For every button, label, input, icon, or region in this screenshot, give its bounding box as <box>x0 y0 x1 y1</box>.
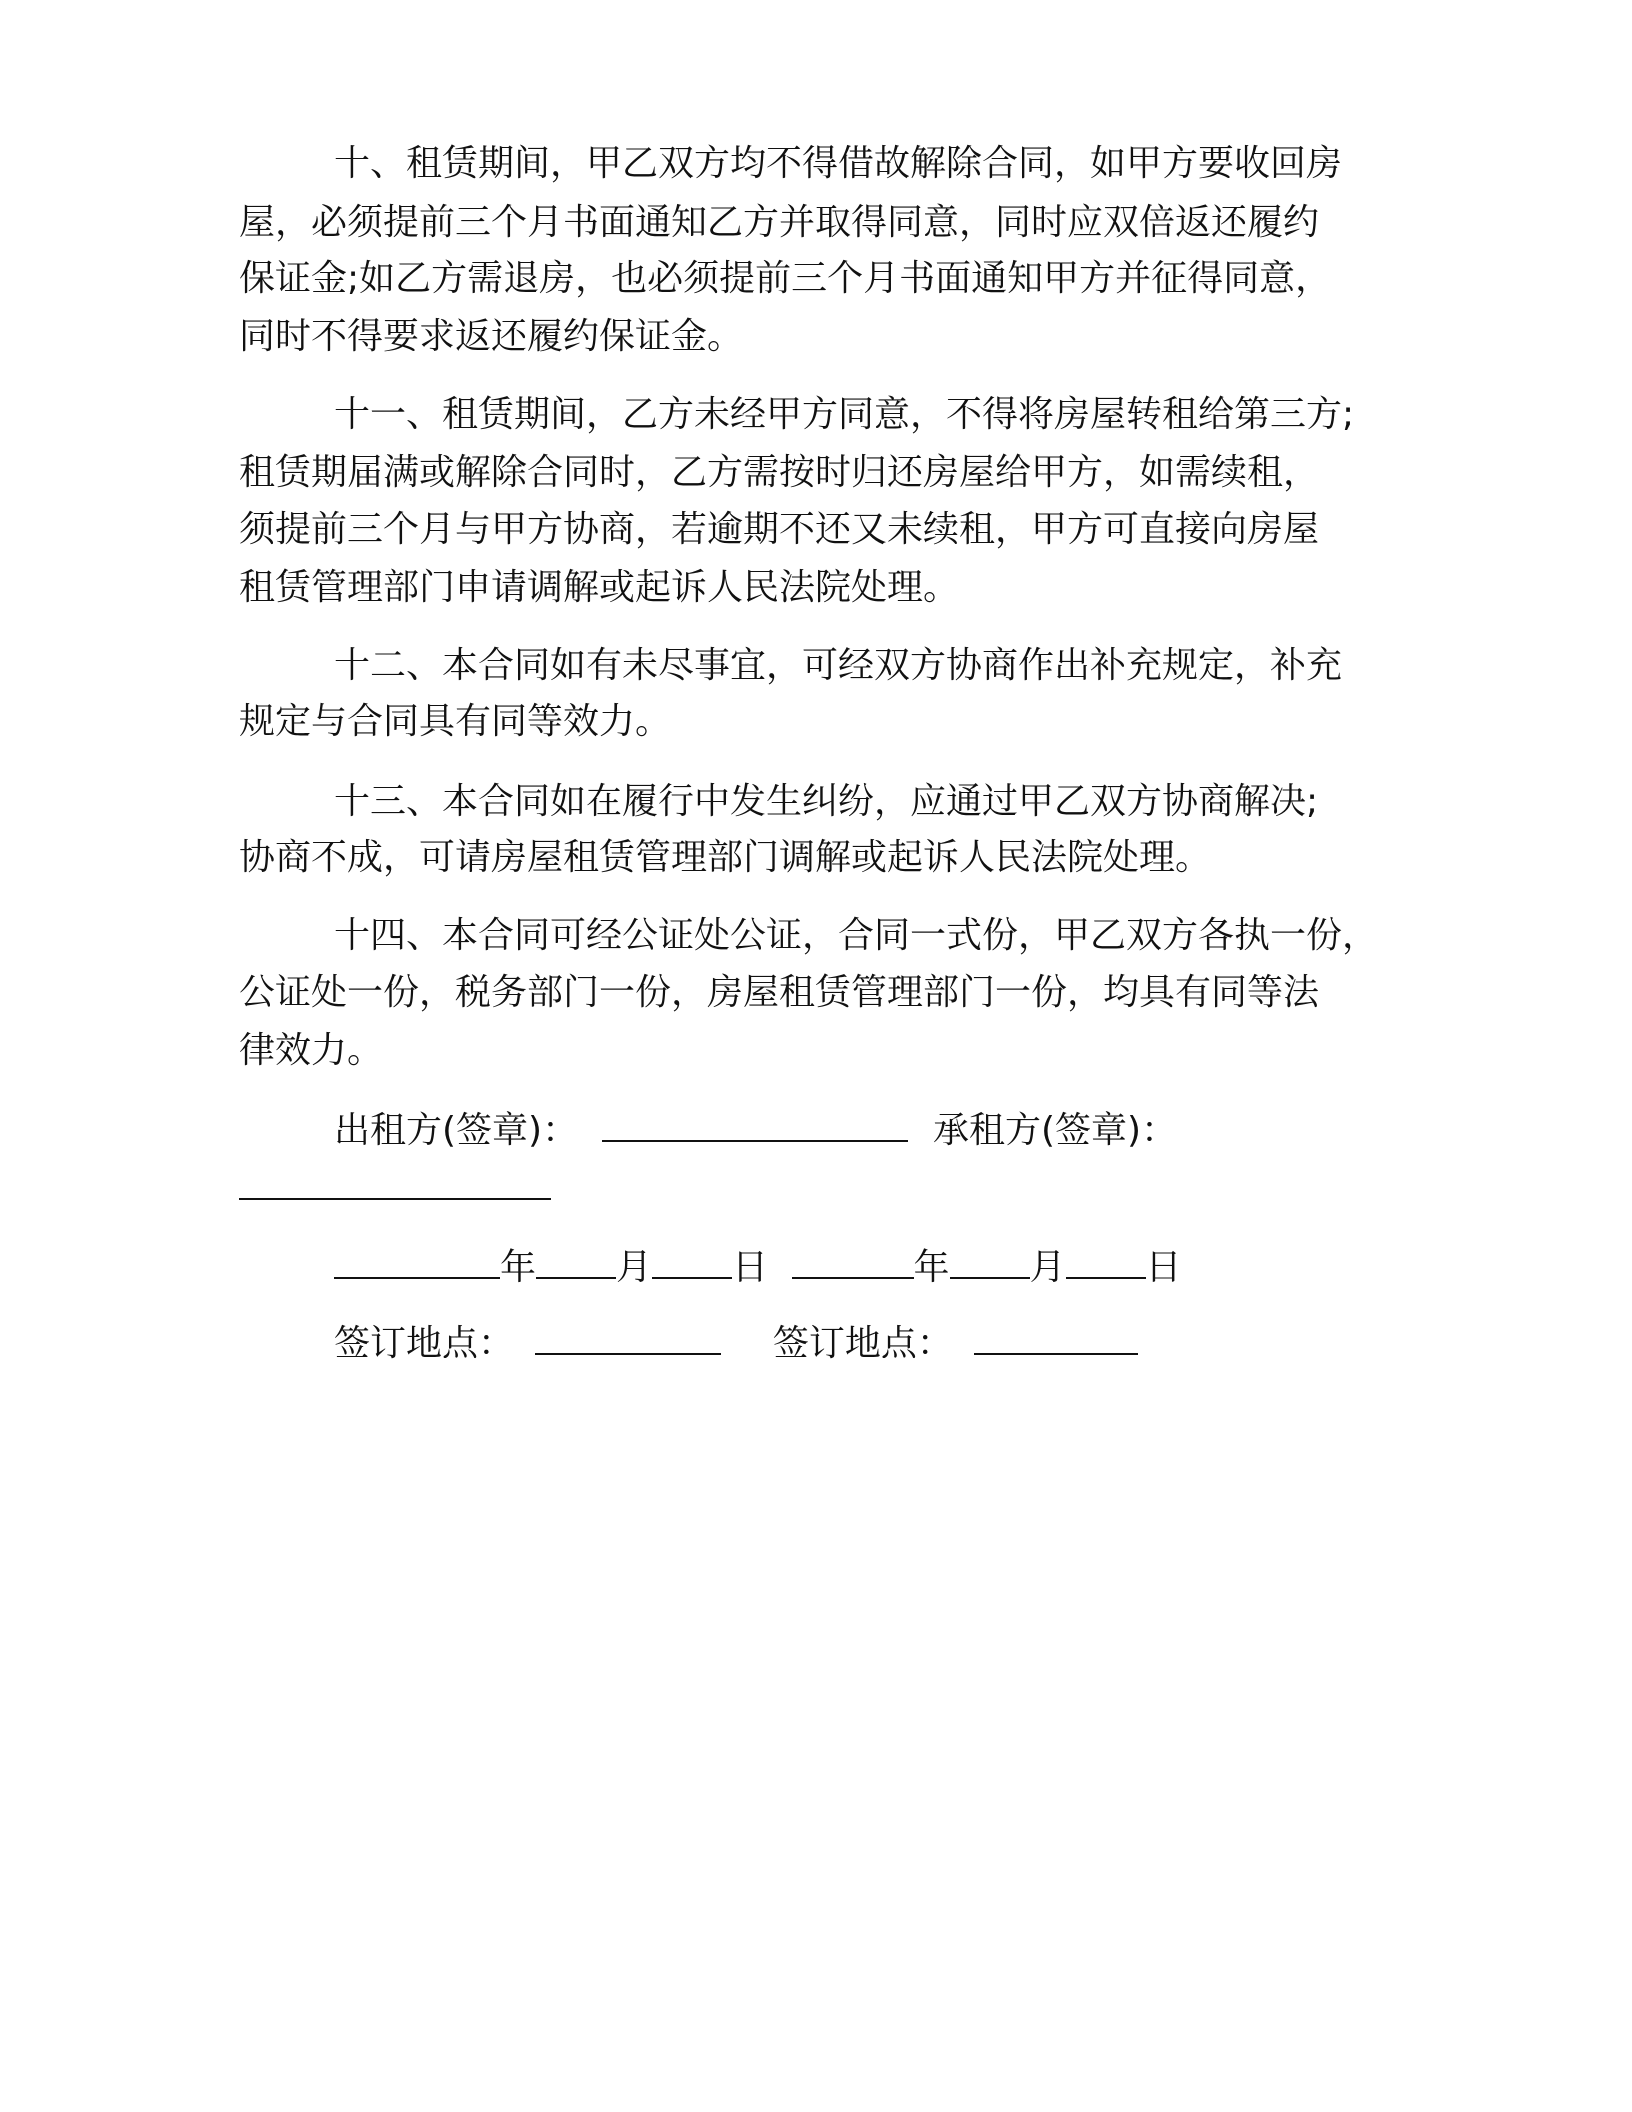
lessor-signature-label: 出租方(签章)： <box>334 1110 579 1151</box>
place-row <box>334 1319 1138 1366</box>
clause-11-line-1: 十一、租赁期间，乙方未经甲方同意，不得将房屋转租给第三方; <box>334 394 1355 435</box>
clause-14-line-2: 公证处一份，税务部门一份，房屋租赁管理部门一份，均具有同等法 <box>239 972 1320 1013</box>
lessee-day-blank[interactable] <box>1066 1243 1146 1279</box>
lessor-month-label: 月 <box>616 1247 653 1288</box>
lessor-day-label: 日 <box>732 1247 769 1288</box>
clause-13-line-2: 协商不成，可请房屋租赁管理部门调解或起诉人民法院处理。 <box>239 837 1212 878</box>
clause-10-line-4: 同时不得要求返还履约保证金。 <box>239 316 744 357</box>
clause-10-line-1: 十、租赁期间，甲乙双方均不得借故解除合同，如甲方要收回房 <box>334 143 1343 184</box>
clause-12-line-1: 十二、本合同如有未尽事宜，可经双方协商作出补充规定，补充 <box>334 645 1343 686</box>
lessor-place-label: 签订地点： <box>334 1323 515 1364</box>
lessee-signature-blank[interactable] <box>239 1164 551 1200</box>
signature-row <box>334 1106 1177 1153</box>
lessee-year-label: 年 <box>913 1247 950 1288</box>
clause-14-line-1: 十四、本合同可经公证处公证，合同一式份，甲乙双方各执一份， <box>334 915 1379 956</box>
clause-11-line-4: 租赁管理部门申请调解或起诉人民法院处理。 <box>239 567 960 608</box>
lessor-year-label: 年 <box>500 1247 537 1288</box>
lessee-year-blank[interactable] <box>792 1243 914 1279</box>
clause-10-line-2: 屋，必须提前三个月书面通知乙方并取得同意，同时应双倍返还履约 <box>239 202 1320 243</box>
clause-12-line-2: 规定与合同具有同等效力。 <box>239 701 672 742</box>
date-row <box>334 1243 1182 1290</box>
lessee-place-blank[interactable] <box>974 1319 1138 1355</box>
clause-13-line-1: 十三、本合同如在履行中发生纠纷，应通过甲乙双方协商解决; <box>334 781 1319 822</box>
lessor-year-blank[interactable] <box>334 1243 500 1279</box>
clause-14-line-3: 律效力。 <box>239 1030 384 1071</box>
lessee-signature-row <box>239 1164 551 1211</box>
lessor-place-blank[interactable] <box>535 1319 721 1355</box>
lessee-month-blank[interactable] <box>950 1243 1030 1279</box>
lessor-day-blank[interactable] <box>652 1243 732 1279</box>
lessee-place-label: 签订地点： <box>772 1323 953 1364</box>
clause-11-line-3: 须提前三个月与甲方协商，若逾期不还又未续租，甲方可直接向房屋 <box>239 509 1320 550</box>
lessor-month-blank[interactable] <box>536 1243 616 1279</box>
lessee-day-label: 日 <box>1145 1247 1182 1288</box>
lessee-signature-label: 承租方(签章)： <box>933 1110 1178 1151</box>
clause-11-line-2: 租赁期届满或解除合同时，乙方需按时归还房屋给甲方，如需续租， <box>239 452 1320 493</box>
lessor-signature-blank[interactable] <box>602 1106 908 1142</box>
clause-10-line-3: 保证金;如乙方需退房，也必须提前三个月书面通知甲方并征得同意， <box>239 258 1332 299</box>
lessee-month-label: 月 <box>1029 1247 1066 1288</box>
